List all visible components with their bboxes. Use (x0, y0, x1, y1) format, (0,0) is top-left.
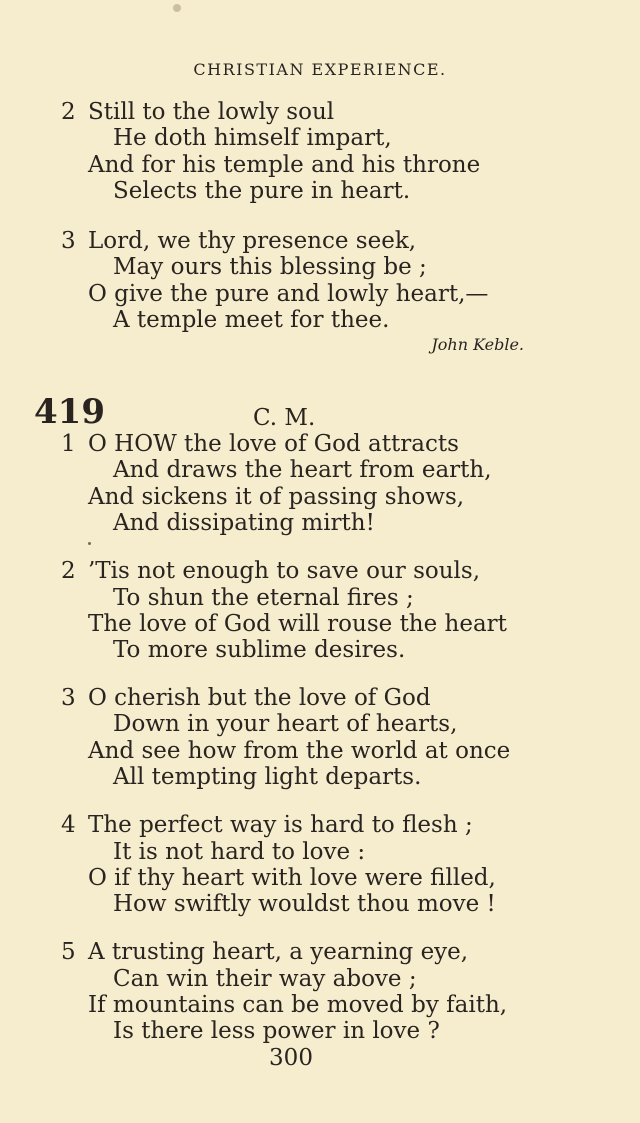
verse-line: And draws the heart from earth, (113, 457, 492, 483)
verse-line: All tempting light departs. (113, 764, 422, 790)
hymn-meter: C. M. (253, 405, 316, 431)
verse-line: How swiftly wouldst thou move ! (113, 891, 496, 917)
verse-number: 5 (61, 939, 76, 965)
verse-line: A temple meet for thee. (113, 307, 390, 333)
verse-line: The love of God will rouse the heart (88, 611, 507, 637)
verse-number: 3 (61, 685, 76, 711)
verse-line: O give the pure and lowly heart,— (88, 281, 489, 307)
verse-line: Still to the lowly soul (88, 99, 335, 125)
page-number: 300 (269, 1045, 313, 1071)
verse-line: Selects the pure in heart. (113, 178, 411, 204)
verse-line: May ours this blessing be ; (113, 254, 427, 280)
verse-number: 2 (61, 99, 76, 125)
verse-line: Lord, we thy presence seek, (88, 228, 417, 254)
verse-number: 2 (61, 558, 76, 584)
verse-number: 3 (61, 228, 76, 254)
verse-line: He doth himself impart, (113, 125, 392, 151)
verse-line: And for his temple and his throne (88, 152, 481, 178)
verse-line: And sickens it of passing shows, (88, 484, 465, 510)
verse-number: 1 (61, 431, 76, 457)
verse-line: To more sublime desires. (113, 637, 406, 663)
ink-spot (173, 4, 181, 12)
author-attribution: John Keble. (431, 335, 524, 354)
verse-line: Is there less power in love ? (113, 1018, 440, 1044)
ink-spot (88, 542, 91, 545)
running-header: CHRISTIAN EXPERIENCE. (193, 60, 447, 79)
verse-line: And see how from the world at once (88, 738, 511, 764)
verse-line: A trusting heart, a yearning eye, (88, 939, 469, 965)
verse-line: It is not hard to love : (113, 839, 366, 865)
verse-line: The perfect way is hard to flesh ; (88, 812, 473, 838)
verse-line: Down in your heart of hearts, (113, 711, 458, 737)
verse-line: And dissipating mirth! (113, 510, 375, 536)
verse-line: O HOW the love of God attracts (88, 431, 459, 457)
verse-line: O if thy heart with love were filled, (88, 865, 496, 891)
verse-line: O cherish but the love of God (88, 685, 431, 711)
verse-line: To shun the eternal fires ; (113, 585, 414, 611)
verse-line: Can win their way above ; (113, 966, 417, 992)
verse-line: ’Tis not enough to save our souls, (88, 558, 480, 584)
verse-line: If mountains can be moved by faith, (88, 992, 508, 1018)
verse-number: 4 (61, 812, 76, 838)
hymn-number: 419 (34, 392, 105, 432)
